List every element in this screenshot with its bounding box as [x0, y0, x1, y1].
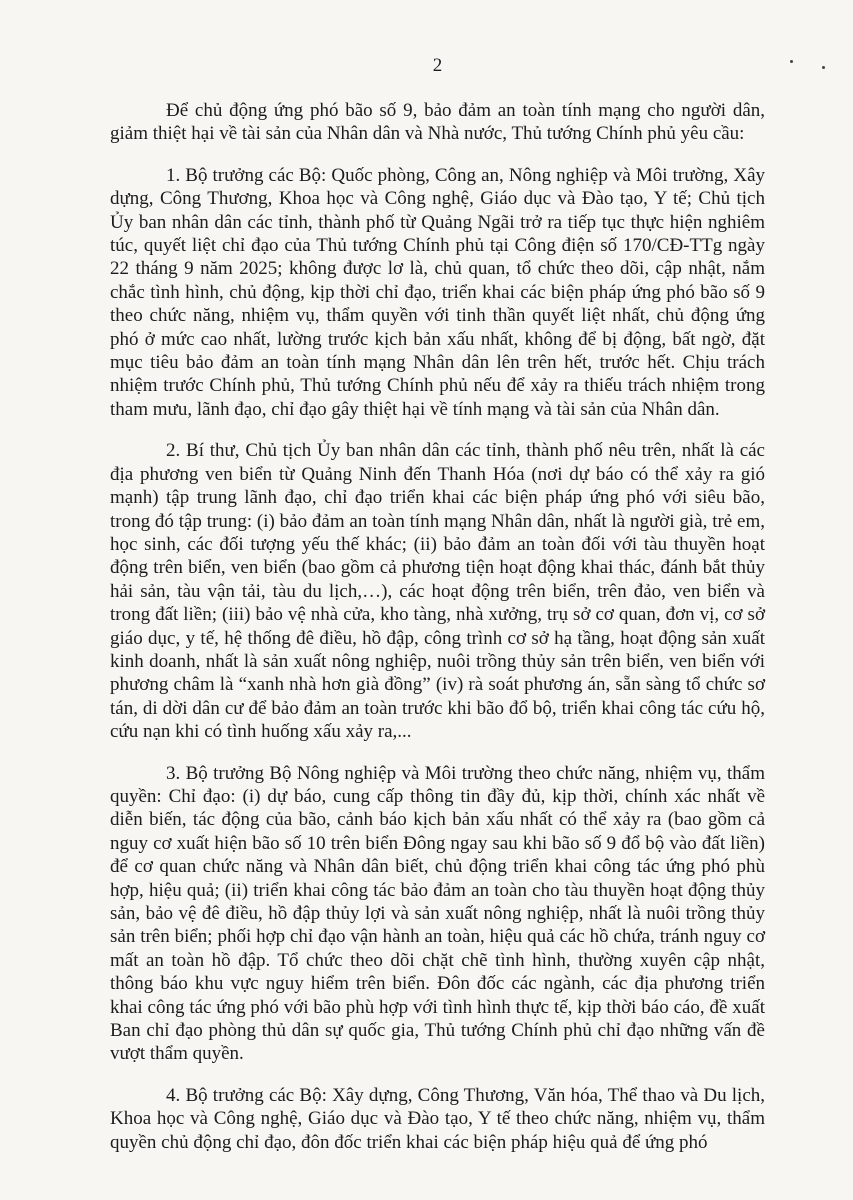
intro-paragraph: Để chủ động ứng phó bão số 9, bảo đảm an toàn tính mạng cho người dân, giảm thiệt hại về tài sản của Nhân dân và Nhà nước, Thủ tướng Chính phủ yêu cầu: — [110, 100, 765, 145]
item-4-paragraph: 4. Bộ trưởng các Bộ: Xây dựng, Công Thương, Văn hóa, Thể thao và Du lịch, Khoa học và Công nghệ, Giáo dục và Đào tạo, Y tế theo chức năng, nhiệm vụ, thẩm quyền chủ động chỉ đạo, đôn đốc triển khai các biện pháp hiệu quả để ứng phó — [110, 1084, 765, 1153]
item-3-paragraph: 3. Bộ trưởng Bộ Nông nghiệp và Môi trường theo chức năng, nhiệm vụ, thẩm quyền: Chỉ đạo: (i) dự báo, cung cấp thông tin đầy đủ, kịp thời, chính xác nhất về diễn biến, tác động của bão, cảnh báo kịch bản xấu nhất có thể xảy ra (bao gồm cả nguy cơ xuất hiện bão số 10 trên biển Đông ngay sau khi bão số 9 đổ bộ vào đất liền) để cơ quan chức năng và Nhân dân biết, chủ động triển khai công tác ứng phó phù hợp, hiệu quả; (ii) triển khai công tác bảo đảm an toàn cho tàu thuyền hoạt động thủy sản, bảo vệ đê điều, hồ đập thủy lợi và sản xuất nông nghiệp, nhất là nuôi trồng thủy sản trên biển; phối hợp chỉ đạo vận hành an toàn, hiệu quả các hồ chứa, tránh nguy cơ mất an toàn hồ đập. Tổ chức theo dõi chặt chẽ tình hình, thường xuyên cập nhật, thông báo khu vực nguy hiểm trên biển. Đôn đốc các ngành, các địa phương triển khai công tác ứng phó với bão phù hợp với tình hình thực tế, kịp thời báo cáo, đề xuất Ban chỉ đạo phòng thủ dân sự quốc gia, Thủ tướng Chính phủ chỉ đạo những vấn đề vượt thẩm quyền. — [110, 762, 765, 1065]
item-1-paragraph: 1. Bộ trưởng các Bộ: Quốc phòng, Công an, Nông nghiệp và Môi trường, Xây dựng, Công Thương, Khoa học và Công nghệ, Giáo dục và Đào tạo, Y tế; Chủ tịch Ủy ban nhân dân các tỉnh, thành phố từ Quảng Ngãi trở ra tiếp tục thực hiện nghiêm túc, quyết liệt chỉ đạo của Thủ tướng Chính phủ tại Công điện số 170/CĐ-TTg ngày 22 tháng 9 năm 2025; không được lơ là, chủ quan, tổ chức theo dõi, cập nhật, nắm chắc tình hình, chủ động, kịp thời chỉ đạo, triển khai các biện pháp ứng phó bão số 9 theo chức năng, nhiệm vụ, thẩm quyền với tinh thần quyết liệt nhất, chủ động ứng phó ở mức cao nhất, lường trước kịch bản xấu nhất, không để bị động, bất ngờ, đặt mục tiêu bảo đảm an toàn tính mạng Nhân dân lên trên hết, trước hết. Chịu trách nhiệm trước Chính phủ, Thủ tướng Chính phủ nếu để xảy ra thiếu trách nhiệm trong tham mưu, lãnh đạo, chỉ đạo gây thiệt hại về tính mạng và tài sản của Nhân dân. — [110, 164, 765, 420]
scan-speck — [790, 60, 793, 63]
item-2-paragraph: 2. Bí thư, Chủ tịch Ủy ban nhân dân các tỉnh, thành phố nêu trên, nhất là các địa phương ven biển từ Quảng Ninh đến Thanh Hóa (nơi dự báo có thể xảy ra gió mạnh) tập trung lãnh đạo, chỉ đạo triển khai các biện pháp ứng phó với siêu bão, trong đó tập trung: (i) bảo đảm an toàn tính mạng Nhân dân, nhất là người già, trẻ em, học sinh, các đối tượng yếu thế khác; (ii) bảo đảm an toàn đối với tàu thuyền hoạt động trên biển, ven biển (bao gồm cả phương tiện hoạt động khai thác, đánh bắt thủy hải sản, tàu vận tải, tàu du lịch,…), các hoạt động trên biển, trên đảo, ven biển và trong đất liền; (iii) bảo vệ nhà cửa, kho tàng, nhà xưởng, trụ sở cơ quan, đơn vị, cơ sở giáo dục, y tế, hệ thống đê điều, hồ đập, công trình cơ sở hạ tầng, hoạt động sản xuất kinh doanh, nhất là sản xuất nông nghiệp, nuôi trồng thủy sản trên biển, ven biển với phương châm là “xanh nhà hơn già đồng” (iv) rà soát phương án, sẵn sàng tổ chức sơ tán, di dời dân cư để bảo đảm an toàn trước khi bão đổ bộ, triển khai công tác cứu hộ, cứu nạn khi có tình huống xấu xảy ra,... — [110, 440, 765, 743]
page-number: 2 — [432, 55, 443, 76]
scan-speck — [822, 66, 825, 69]
